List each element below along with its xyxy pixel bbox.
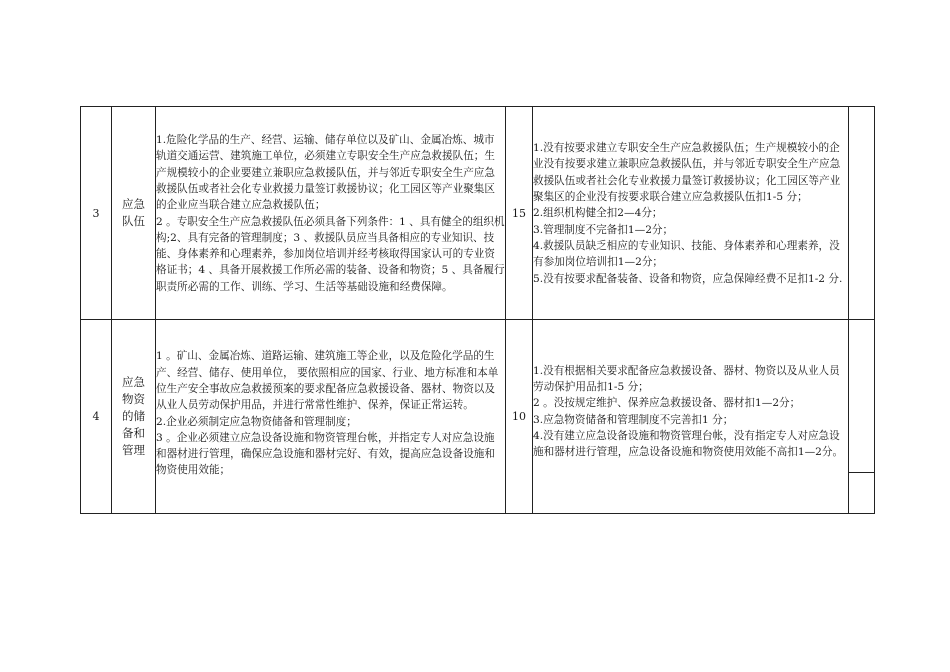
- blank-subcell: [849, 473, 874, 474]
- blank-subcells: [849, 360, 874, 473]
- criteria-item: 4.没有建立应急设备设施和物资管理台帐，没有指定专人对应急设施和器材进行管理，应急设备设施和物资使用效能不高扣1—2分。: [533, 429, 844, 459]
- score-value: 15: [506, 107, 533, 320]
- row-number: 3: [81, 107, 112, 320]
- criteria-item: 1.没有根据相关要求配备应急救援设备、器材、物资以及从业人员劳动保护用品扣1-5 分；: [533, 364, 840, 393]
- item-name: [112, 107, 156, 320]
- requirements-cell: [156, 320, 506, 514]
- criteria-cell: [533, 107, 849, 320]
- requirement-item: 1 。矿山、金属冶炼、道路运输、建筑施工等企业，以及危险化学品的生产、经营、储存、使用单位， 要依照相应的国家、行业、地方标准和本单位生产安全事故应急救援预案的要求配备应急救援设备、器材、物资以及从业人员劳动保护用品，并进行常常性维护、保养，保证正常运转。: [156, 350, 499, 412]
- criteria-item: 2.组织机构健全扣2—4分；: [533, 207, 663, 220]
- criteria-item: 2 。没按规定维护、保养应急救援设备、器材扣1—2分；: [533, 397, 801, 410]
- item-label: 应急物资的储备和管理: [122, 375, 145, 457]
- item-label: 应急队伍: [122, 197, 145, 228]
- score-value: 10: [506, 320, 533, 514]
- blank-subcell: [849, 360, 874, 473]
- item-name: [112, 320, 156, 514]
- evaluation-table: [80, 106, 875, 514]
- criteria-item: 1.没有按要求建立专职安全生产应急救援队伍；生产规模较小的企业没有按要求建立兼职应急救援队伍，并与邻近专职安全生产应急救援队伍或者社会化专业救援力量签订救援协议；化工园区等产业聚集区的企业没有按要求联合建立应急救援队伍扣1-5 分；: [533, 142, 841, 204]
- requirement-item: 2 。专职安全生产应急救援队伍必须具备下列条件：1 、具有健全的组织机构;2、具有完备的管理制度；3 、救援队员应当具备相应的专业知识、技能、身体素养和心理素养，参加岗位培训并经考核取得国家认可的专业资格证书；4 、具备开展救援工作所必需的装备、设备和物资；5 、具备履行职责所必需的工作、训练、学习、生活等基础设施和经费保障。: [156, 215, 505, 293]
- table-row: [81, 320, 875, 514]
- requirements-cell: [156, 107, 506, 320]
- criteria-item: 5.没有按要求配备装备、设备和物资，应急保障经费不足扣1-2 分.: [533, 272, 843, 285]
- criteria-item: 3.应急物资储备和管理制度不完善扣1 分；: [533, 413, 734, 426]
- criteria-item: 3.管理制度不完备扣1—2分；: [533, 223, 674, 236]
- blank-cell: [849, 107, 875, 320]
- requirement-item: 2.企业必须制定应急物资储备和管理制度；: [156, 415, 357, 428]
- requirement-item: 3 。企业必须建立应急设备设施和物资管理台帐，并指定专人对应急设施和器材进行管理，确保应急设施和器材完好、有效，提高应急设备设施和物资使用效能；: [156, 431, 495, 477]
- criteria-cell: [533, 320, 849, 514]
- table-row: [81, 107, 875, 320]
- criteria-item: 4.救援队员缺乏相应的专业知识、技能、身体素养和心理素养，没有参加岗位培训扣1—2分；: [533, 239, 840, 269]
- row-number: 4: [81, 320, 112, 514]
- requirement-item: 1.危险化学品的生产、经营、运输、储存单位以及矿山、金属冶炼、城市轨道交通运营、建筑施工单位，必须建立专职安全生产应急救援队伍；生产规模较小的企业要建立兼职应急救援队伍，并与邻近专职安全生产应急救援队伍或者社会化专业救援力量签订救援协议；化工园区等产业聚集区的企业应当联合建立应急救援队伍；: [156, 134, 495, 212]
- blank-cell: [849, 320, 875, 514]
